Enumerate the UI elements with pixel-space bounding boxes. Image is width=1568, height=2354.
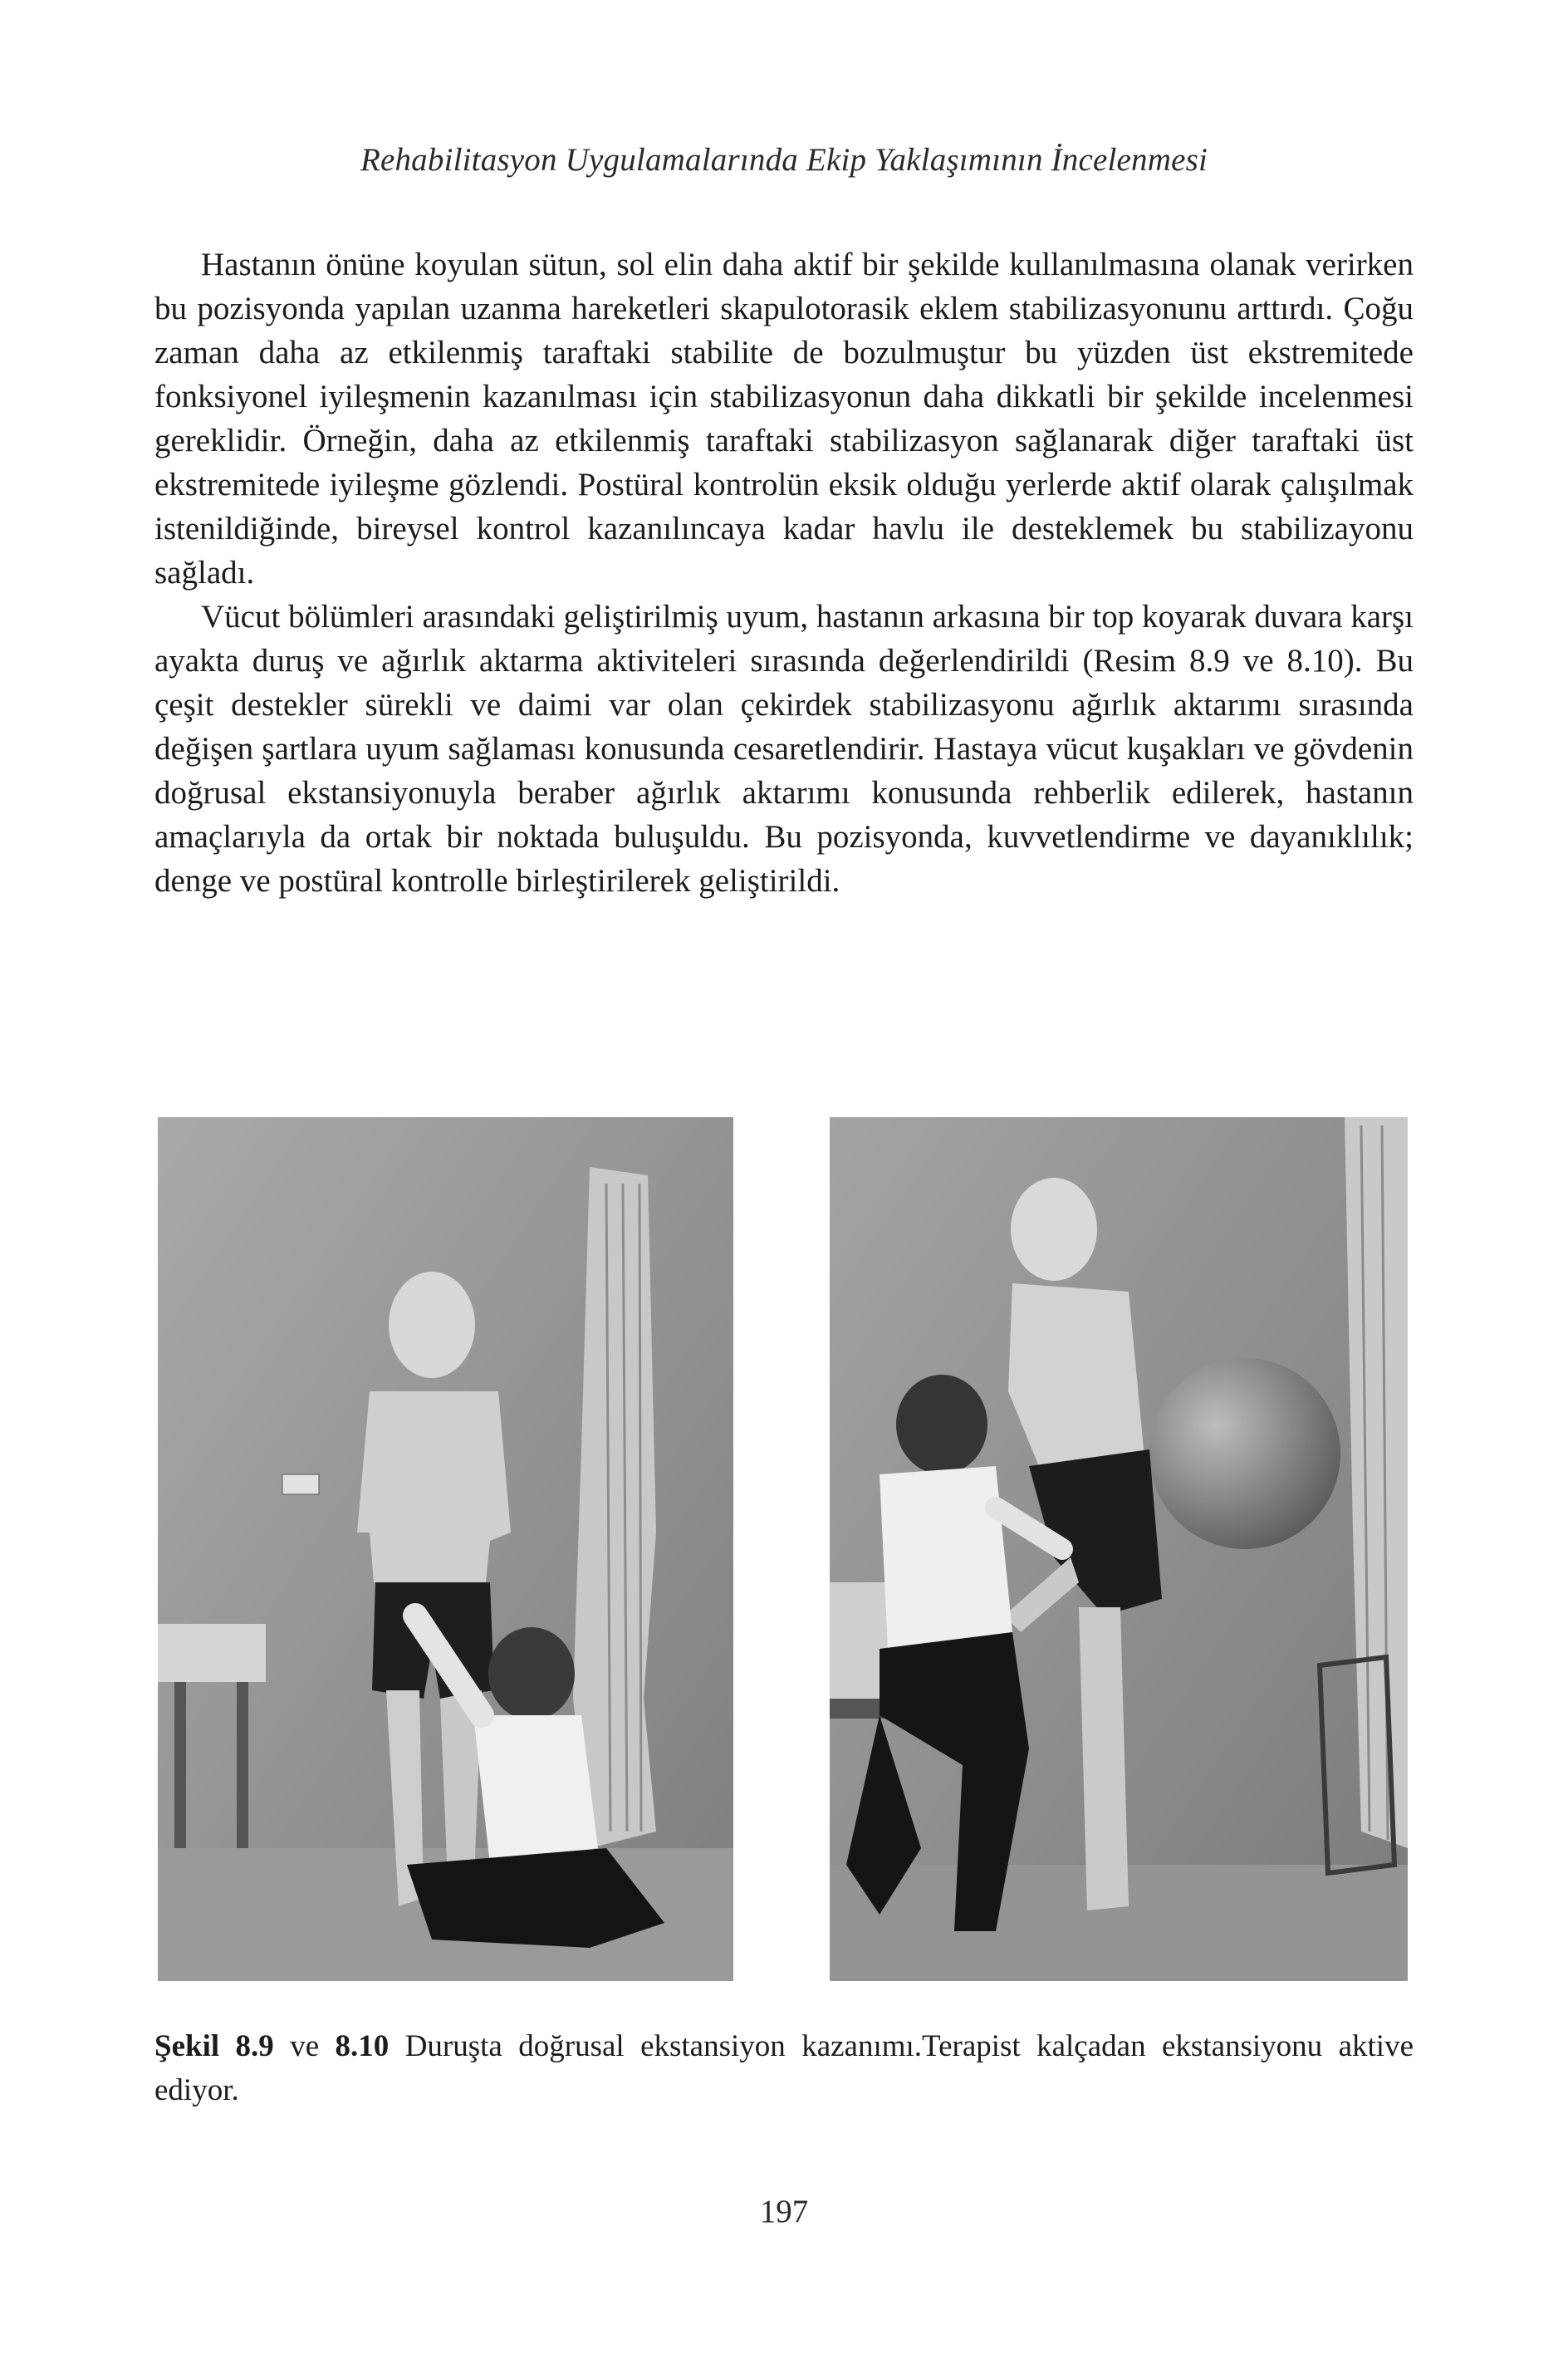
body-text [154, 243, 1414, 903]
caption-text: Duruşta doğrusal ekstansiyon kazanımı.Terapist kalçadan ekstansiyonu aktive ediyor. [154, 2029, 1414, 2107]
figure-8-10-photo [830, 1117, 1408, 1981]
running-header: Rehabilitasyon Uygulamalarında Ekip Yaklaşımının İncelenmesi [360, 142, 1208, 178]
figure-caption [154, 2024, 1414, 2112]
photo-patient-lifting-leg-with-ball [830, 1117, 1408, 1981]
page-number: 197 [759, 2194, 809, 2229]
caption-conjunction: ve [273, 2029, 336, 2063]
paragraph-2: Vücut bölümleri arasındaki geliştirilmiş uyum, hastanın arkasına bir top koyarak duvara karşı ayakta duruş ve ağırlık aktarma aktiviteleri sırasında değerlendirildi (Resim 8.9 ve 8.10). Bu çeşit destekler sürekli ve daimi var olan çekirdek stabilizasyonu ağırlık aktarımı sırasında değişen şartlara uyum sağlaması konusunda cesaretlendirir. Hastaya vücut kuşakları ve gövdenin doğrusal ekstansiyonuyla beraber ağırlık aktarımı konusunda rehberlik edilerek, hastanın amaçlarıyla da ortak bir noktada buluşuldu. Bu pozisyonda, kuvvetlendirme ve dayanıklılık; denge ve postüral kontrolle birleştirilerek geliştirildi. [154, 599, 1414, 899]
figure-8-9-photo [158, 1117, 733, 1981]
caption-label-start: Şekil 8.9 [154, 2029, 274, 2063]
caption-label-end: 8.10 [335, 2029, 390, 2063]
paragraph-1: Hastanın önüne koyulan sütun, sol elin daha aktif bir şekilde kullanılmasına olanak verirken bu pozisyonda yapılan uzanma hareketleri skapulotorasik eklem stabilizasyonunu arttırdı. Çoğu zaman daha az etkilenmiş taraftaki stabilite de bozulmuştur bu yüzden üst ekstremitede fonksiyonel iyileşmenin kazanılması için stabilizasyonun daha dikkatli bir şekilde incelenmesi gereklidir. Örneğin, daha az etkilenmiş taraftaki stabilizasyon sağlanarak diğer taraftaki üst ekstremitede iyileşme gözlendi. Postüral kontrolün eksik olduğu yerlerde aktif olarak çalışılmak istenildiğinde, bireysel kontrol kazanılıncaya kadar havlu ile desteklemek bu stabilizayonu sağladı. [154, 247, 1414, 591]
photo-standing-patient-kneeling-therapist [158, 1117, 733, 1981]
